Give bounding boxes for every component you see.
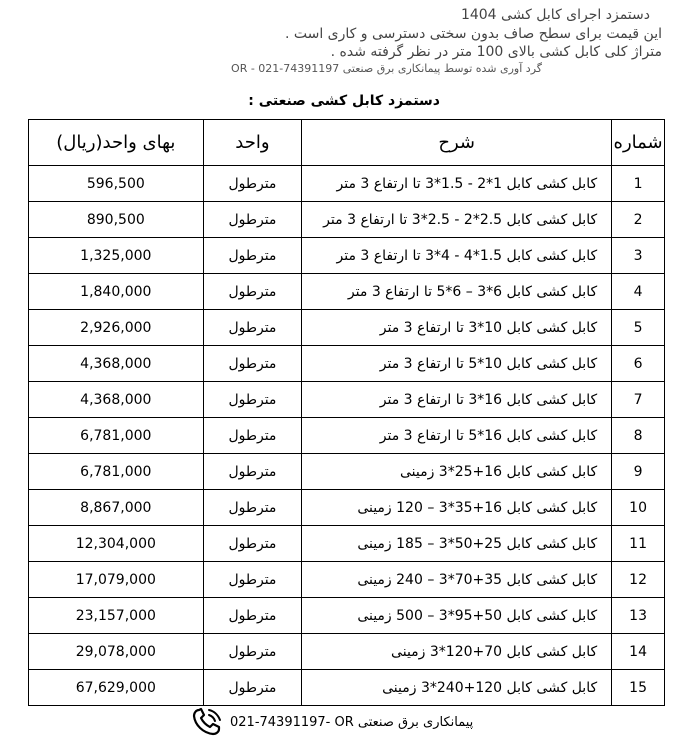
- header-unit: واحد: [203, 120, 302, 166]
- row-number: 8: [612, 418, 665, 454]
- footer: [190, 706, 473, 738]
- row-unit-price: 6,781,000: [29, 454, 204, 490]
- row-unit-price: 4,368,000: [29, 382, 204, 418]
- row-number: 12: [612, 562, 665, 598]
- row-unit: مترطول: [203, 598, 302, 634]
- row-unit-price: 12,304,000: [29, 526, 204, 562]
- table-row: [29, 490, 665, 526]
- row-number: 9: [612, 454, 665, 490]
- row-description: کابل کشی کابل 120+240*3 زمینی: [302, 670, 612, 706]
- table-row: [29, 202, 665, 238]
- table-row: [29, 670, 665, 706]
- row-number: 13: [612, 598, 665, 634]
- row-unit: مترطول: [203, 490, 302, 526]
- row-number: 10: [612, 490, 665, 526]
- note-line: این قیمت برای سطح صاف بدون سختی دسترسی و کاری است .: [284, 26, 662, 42]
- row-unit: مترطول: [203, 562, 302, 598]
- header: [22, 6, 662, 77]
- row-description: کابل کشی کابل 70+120*3 زمینی: [302, 634, 612, 670]
- row-unit: مترطول: [203, 238, 302, 274]
- row-description: کابل کشی کابل 35+70*3 – 240 زمینی: [302, 562, 612, 598]
- row-description: کابل کشی کابل 1.5*4 - 4*3 تا ارتفاع 3 متر: [302, 238, 612, 274]
- row-unit: مترطول: [203, 346, 302, 382]
- row-description: کابل کشی کابل 16*3 تا ارتفاع 3 متر: [302, 382, 612, 418]
- row-unit: مترطول: [203, 670, 302, 706]
- table-header-row: [29, 120, 665, 166]
- contact-line: گرد آوری شده توسط پیمانکاری برق صنعتی OR - 021-74391197: [231, 62, 542, 75]
- footer-contact: 021-74391197- OR پیمانکاری برق صنعتی: [230, 714, 474, 730]
- row-unit-price: 6,781,000: [29, 418, 204, 454]
- row-unit-price: 890,500: [29, 202, 204, 238]
- row-number: 7: [612, 382, 665, 418]
- row-number: 6: [612, 346, 665, 382]
- row-unit-price: 8,867,000: [29, 490, 204, 526]
- row-unit-price: 17,079,000: [29, 562, 204, 598]
- row-number: 3: [612, 238, 665, 274]
- header-number: شماره: [612, 120, 665, 166]
- note-line: متراژ کلی کابل کشی بالای 100 متر در نظر گرفته شده .: [330, 44, 662, 60]
- row-unit: مترطول: [203, 382, 302, 418]
- table-row: [29, 526, 665, 562]
- table-row: [29, 598, 665, 634]
- header-description: شرح: [302, 120, 612, 166]
- row-unit: مترطول: [203, 310, 302, 346]
- table-row: [29, 238, 665, 274]
- row-number: 5: [612, 310, 665, 346]
- row-unit-price: 1,840,000: [29, 274, 204, 310]
- row-number: 14: [612, 634, 665, 670]
- row-unit-price: 596,500: [29, 166, 204, 202]
- row-number: 4: [612, 274, 665, 310]
- row-description: کابل کشی کابل 16*5 تا ارتفاع 3 متر: [302, 418, 612, 454]
- row-description: کابل کشی کابل 10*3 تا ارتفاع 3 متر: [302, 310, 612, 346]
- row-description: کابل کشی کابل 6*3 – 6*5 تا ارتفاع 3 متر: [302, 274, 612, 310]
- page-title: دستمزد اجرای کابل کشی 1404: [460, 7, 650, 23]
- row-description: کابل کشی کابل 10*5 تا ارتفاع 3 متر: [302, 346, 612, 382]
- table-row: [29, 166, 665, 202]
- row-unit-price: 67,629,000: [29, 670, 204, 706]
- row-description: کابل کشی کابل 1*2 - 1.5*3 تا ارتفاع 3 متر: [302, 166, 612, 202]
- row-unit-price: 4,368,000: [29, 346, 204, 382]
- row-number: 2: [612, 202, 665, 238]
- row-unit-price: 2,926,000: [29, 310, 204, 346]
- row-description: کابل کشی کابل 25+50*3 – 185 زمینی: [302, 526, 612, 562]
- row-description: کابل کشی کابل 50+95*3 – 500 زمینی: [302, 598, 612, 634]
- row-unit: مترطول: [203, 418, 302, 454]
- row-unit: مترطول: [203, 202, 302, 238]
- row-number: 15: [612, 670, 665, 706]
- row-description: کابل کشی کابل 2.5*2 - 2.5*3 تا ارتفاع 3 متر: [302, 202, 612, 238]
- row-description: کابل کشی کابل 16+25*3 زمینی: [302, 454, 612, 490]
- table-row: [29, 382, 665, 418]
- table-row: [29, 562, 665, 598]
- row-unit: مترطول: [203, 526, 302, 562]
- table-row: [29, 418, 665, 454]
- table-row: [29, 454, 665, 490]
- row-unit-price: 23,157,000: [29, 598, 204, 634]
- price-table: [28, 119, 665, 706]
- row-unit: مترطول: [203, 454, 302, 490]
- row-unit-price: 1,325,000: [29, 238, 204, 274]
- table-row: [29, 310, 665, 346]
- row-description: کابل کشی کابل 16+35*3 – 120 زمینی: [302, 490, 612, 526]
- table-row: [29, 346, 665, 382]
- section-title: دستمزد کابل کشی صنعتی :: [248, 93, 440, 109]
- row-unit: مترطول: [203, 166, 302, 202]
- row-number: 1: [612, 166, 665, 202]
- row-unit: مترطول: [203, 274, 302, 310]
- table-row: [29, 274, 665, 310]
- row-unit: مترطول: [203, 634, 302, 670]
- phone-icon: [190, 706, 224, 738]
- row-unit-price: 29,078,000: [29, 634, 204, 670]
- row-number: 11: [612, 526, 665, 562]
- header-unit-price: بهای واحد(ریال): [29, 120, 204, 166]
- table-row: [29, 634, 665, 670]
